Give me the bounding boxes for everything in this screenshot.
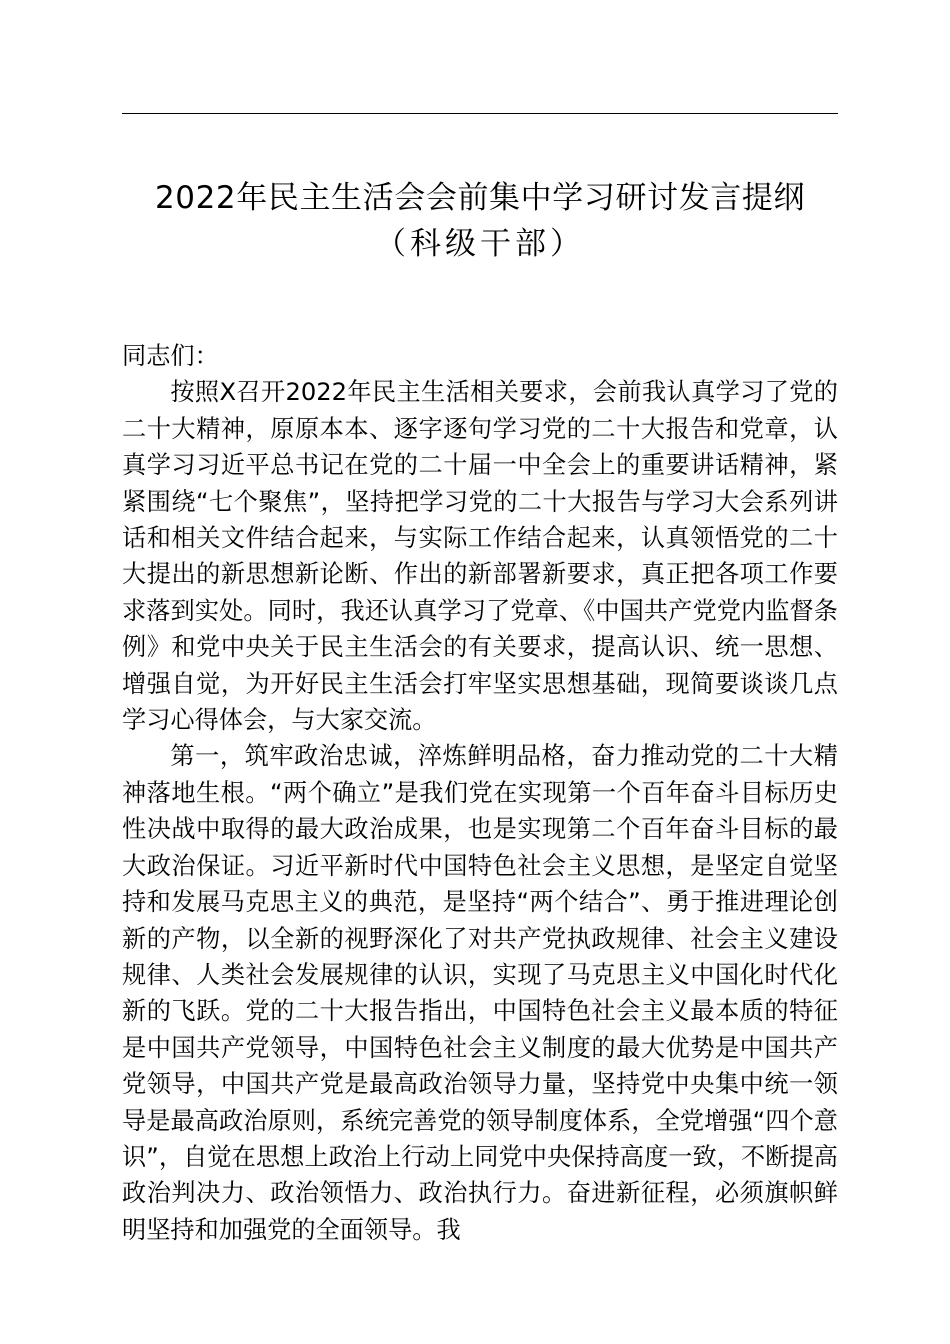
document-title: 2022年民主生活会会前集中学习研讨发言提纲 <box>154 180 806 216</box>
header-rule <box>122 113 838 114</box>
paragraph-intro: 按照X召开2022年民主生活相关要求，会前我认真学习了党的二十大精神，原原本本、逐字逐句学习党的二十大报告和党章，认真学习习近平总书记在党的二十届一中全会上的重要讲话精神，紧紧围绕“七个聚焦”，坚持把学习党的二十大报告与学习大会系列讲话和相关文件结合起来，与实际工作结合起来，认真领悟党的二十大提出的新思想新论断、作出的新部署新要求，真正把各项工作要求落到实处。同时，我还认真学习了党章、《中国共产党党内监督条例》和党中央关于民主生活会的有关要求，提高认识、统一思想、增强自觉，为开好民主生活会打牢坚实思想基础，现简要谈谈几点学习心得体会，与大家交流。 <box>122 378 838 735</box>
paragraph-first-point: 第一，筑牢政治忠诚，淬炼鲜明品格，奋力推动党的二十大精神落地生根。“两个确立”是我们党在实现第一个百年奋斗目标历史性决战中取得的最大政治成果，也是实现第二个百年奋斗目标的最大政治保证。习近平新时代中国特色社会主义思想，是坚定自觉坚持和发展马克思主义的典范，是坚持“两个结合”、勇于推进理论创新的产物，以全新的视野深化了对共产党执政规律、社会主义建设规律、人类社会发展规律的认识，实现了马克思主义中国化时代化新的飞跃。党的二十大报告指出，中国特色社会主义最本质的特征是中国共产党领导，中国特色社会主义制度的最大优势是中国共产党领导，中国共产党是最高政治领导力量，坚持党中央集中统一领导是最高政治原则，系统完善党的领导制度体系，全党增强“四个意识”，自觉在思想上政治上行动上同党中央保持高度一致，不断提高政治判决力、政治领悟力、政治执行力。奋进新征程，必须旗帜鲜明坚持和加强党的全面领导。我 <box>122 742 838 1244</box>
document-subtitle: （科级干部） <box>375 226 585 262</box>
salutation: 同志们： <box>122 342 219 370</box>
document-body <box>122 338 838 1248</box>
